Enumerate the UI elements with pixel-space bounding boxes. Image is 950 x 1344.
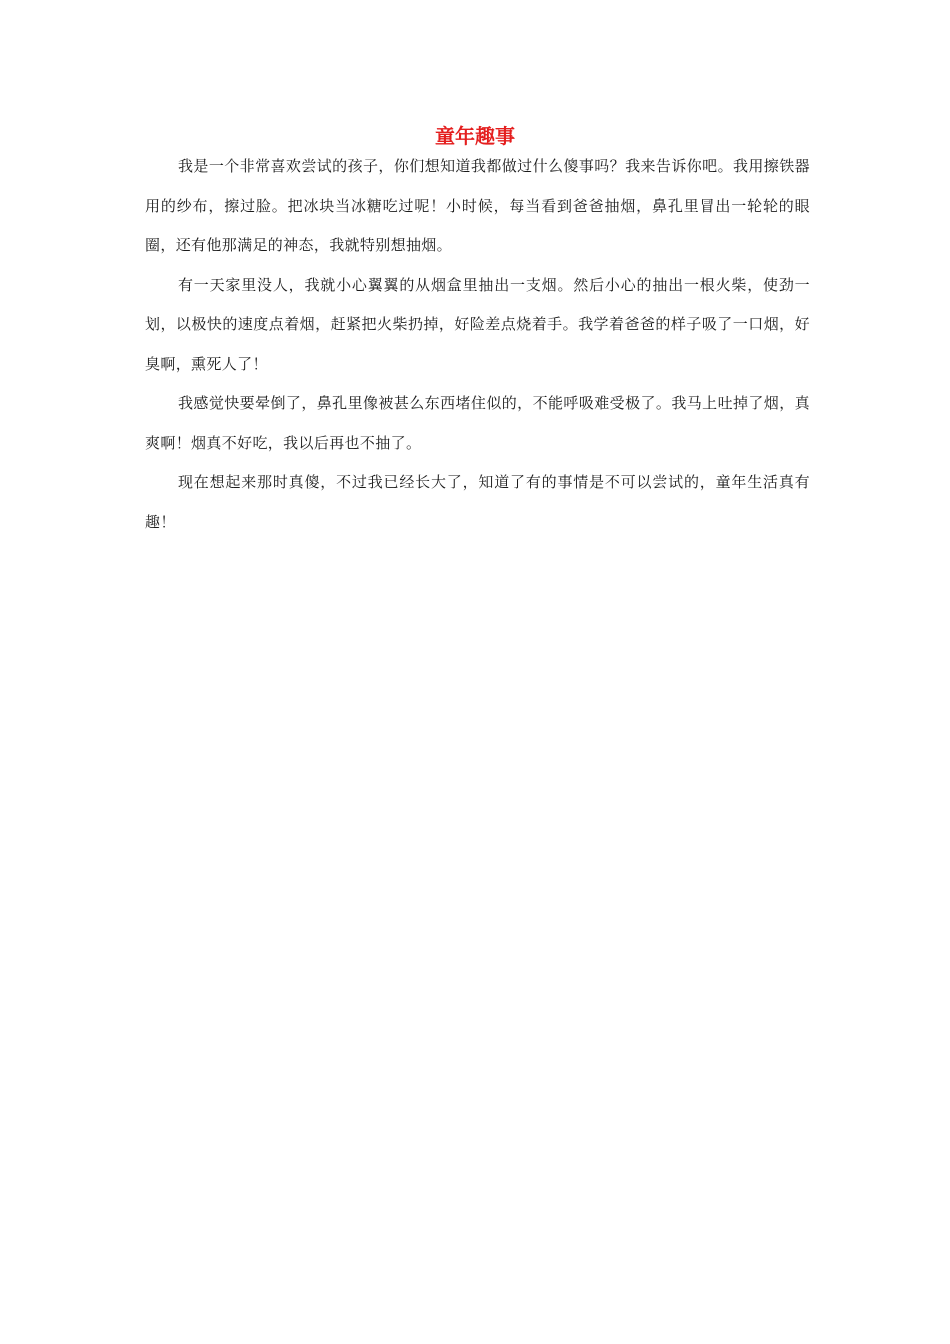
document-title: 童年趣事 [435, 124, 515, 148]
document-body [145, 147, 810, 542]
paragraph-4: 现在想起来那时真傻，不过我已经长大了，知道了有的事情是不可以尝试的，童年生活真有趣！ [145, 473, 810, 531]
paragraph-2: 有一天家里没人，我就小心翼翼的从烟盒里抽出一支烟。然后小心的抽出一根火柴，使劲一划，以极快的速度点着烟，赶紧把火柴扔掉，好险差点烧着手。我学着爸爸的样子吸了一口烟，好臭啊，熏死人了！ [145, 275, 810, 373]
paragraph-1: 我是一个非常喜欢尝试的孩子，你们想知道我都做过什么傻事吗？我来告诉你吧。我用擦铁器用的纱布，擦过脸。把冰块当冰糖吃过呢！小时候，每当看到爸爸抽烟，鼻孔里冒出一轮轮的眼圈，还有他那满足的神态，我就特别想抽烟。 [145, 157, 810, 254]
paragraph-3: 我感觉快要晕倒了，鼻孔里像被甚么东西堵住似的，不能呼吸难受极了。我马上吐掉了烟，真爽啊！烟真不好吃，我以后再也不抽了。 [145, 394, 810, 452]
